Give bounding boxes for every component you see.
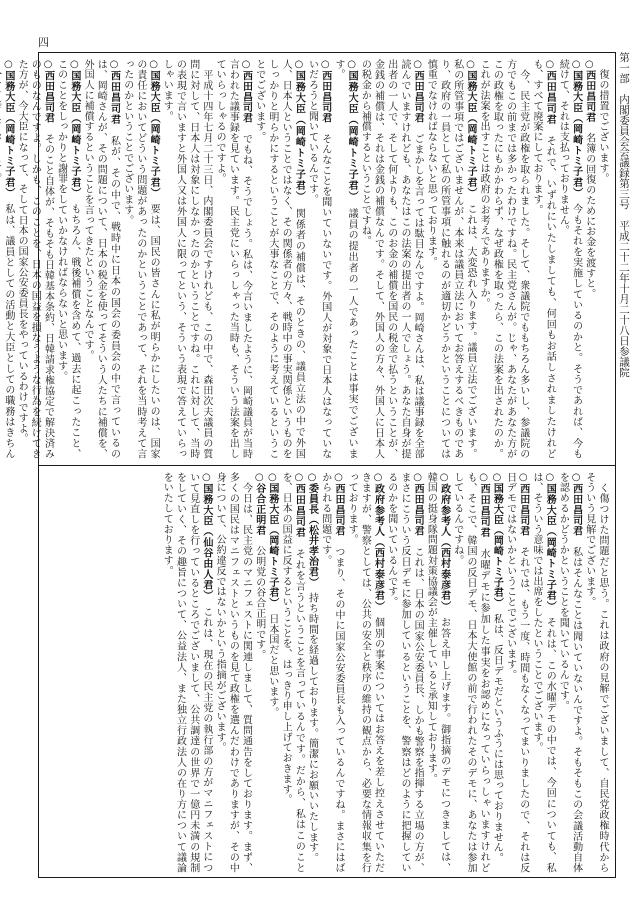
paragraph-text: それを言うということを言っているんです。だから、私はこのことを、日本の国益に反するということを、はっきり申し上げておきます。	[280, 472, 305, 873]
speaker-name: ○西田昌司君	[332, 472, 344, 537]
speaker-name: ○国務大臣（仙谷由人君）	[200, 472, 212, 596]
paragraph	[305, 472, 318, 873]
paragraph-text: もちろん、戦後補償を含めて、過去に起こったこと、このことをしっかりと謝罪をしていかなければならないと思います。	[55, 59, 80, 459]
paragraph	[54, 59, 80, 459]
paragraph	[15, 59, 55, 459]
paragraph-text: これは、日本の国家公安委員長、しかも警察を指揮する立場の方が、まさにこういう反日デモに参加しているということを、警察はどのように把握しているのかを聞いているんです。	[385, 472, 424, 873]
speaker-name: ○西田昌司君	[42, 59, 54, 124]
paragraph-text: 私はそんなことは聞いていないんですよ。そもそもこの会議活動自体を認めるかどうかということを聞いているんです。	[557, 472, 582, 873]
paragraph-text: 日本国だと思います。	[266, 613, 278, 718]
speaker-name: ○西田昌司君	[517, 472, 529, 537]
paragraph	[358, 59, 424, 459]
paragraph-text: 関係者の補償は、そのときの、議員立法の中で外国人、日本人ということではなく、その関係者の方々、戦時中の事実関係というものをしっかりと明らかにするということが大事なことで、そのように考えているということでございます。	[253, 59, 305, 460]
speaker-name: ○西田昌司君	[412, 472, 424, 537]
lower-text-column	[45, 472, 609, 873]
paragraph-text: 私は、反日デモだというふうには思っておりません。	[491, 613, 503, 864]
speaker-name: ○西田昌司君	[240, 59, 252, 124]
speaker-name: ○国務大臣（岡崎トミ子君）	[2, 59, 14, 194]
speaker-name: ○西田昌司君	[478, 472, 490, 538]
paragraph	[319, 472, 345, 873]
speaker-name: ○西田昌司君	[570, 472, 582, 537]
paragraph	[385, 472, 425, 873]
paragraph	[424, 59, 477, 459]
paragraph-text: それは、この水曜デモの中では、今回についても、私は、そういう意味では出席をしたということでございます。	[530, 472, 556, 873]
paragraph	[583, 59, 596, 459]
speaker-name: ○国務大臣（岡崎トミ子君）	[464, 59, 476, 194]
paragraph-text: 持ち時間を経過しております。簡潔にお願いいたします。	[306, 592, 318, 864]
speaker-name: ○国務大臣（岡崎トミ子君）	[544, 472, 556, 607]
paragraph	[253, 472, 266, 873]
paragraph-text: そんなことを聞いていないです。外国人が対象で日本人はなっていないだろうと聞いているんです。	[306, 59, 331, 459]
running-head-title: 第一部 内閣委員会会議録第三号 平成二十二年十月二十八日	[618, 52, 630, 346]
paragraph-text: 今、民主党が政権を取られました。そして、衆議院でももちろん多いし、参議院の方でもこの前までは多かったわけですね。民主党さんが。じゃ、あなたがあなた方がこの政権を取ったにもかかわらず、なぜ政権を取ったら、この法案を出されたのか。これが法案を出すことは政府のお考えでありますか。	[478, 59, 529, 459]
page-number: 四	[38, 36, 49, 49]
paragraph	[279, 472, 305, 873]
speaker-name: ○西田昌司君	[583, 59, 595, 123]
paragraph	[81, 59, 121, 459]
paragraph-text: 今もそれを実施しているのかと。そうであれば、今も続けて、それは支払っておりません。	[557, 59, 582, 459]
speaker-name: ○政府参考人（西村泰彦君）	[372, 472, 384, 607]
paragraph-text: それでは、もう一度、時間もなくなってまいりましたので、それは反日デモではないかということでございます。	[504, 472, 529, 873]
upper-text-block	[2, 53, 615, 466]
paragraph	[160, 59, 213, 459]
paragraph-text: 個別の事案についてはお答えを差し控えさせていただきますが、警察としては、公共の安全と秩序の維持の観点から、必要な情報収集を行っております。	[346, 472, 384, 873]
paragraph	[345, 472, 385, 873]
paragraph	[253, 59, 306, 459]
upper-text-column	[2, 59, 609, 460]
paragraph-text: ごまかしを言っては駄目なんですよ。岡崎さんは、私は議事録を全部読んでいますけれども、あなたはこの法案の提出者の一人でしょう。あなた自身が提出者の一人で、そして何よりも、このお金の補償を国民の税金で払うということが、金銭の補償は、それは金銭の補償なんです。そして、外国人の方々、外国人に日本人の税金から補償するということですね。	[359, 59, 424, 459]
speaker-name: ○国務大臣（岡崎トミ子君）	[266, 472, 278, 604]
paragraph-text: でもね、そうでしょう。私は、今言いましたように、岡崎議員が当時言われた議事録を見ています。民主党にいらっしゃった当時も、そういう法案を出していらっしゃるのですよ。	[214, 59, 252, 459]
paragraph	[424, 472, 450, 873]
speaker-name: ○国務大臣（岡崎トミ子君）	[148, 59, 160, 194]
paragraph-text: 私が、その中で、戦時中に日本の国会の委員会の中で言っているのは、岡崎さんが、その問題について、日本の税金を使ってそういう人たちに補償を、外国人に補償するということを言ってきたということなんです。	[82, 59, 120, 459]
paragraph	[556, 59, 582, 459]
paragraph	[556, 472, 582, 873]
paragraph-text: 復の措置でございます。	[597, 69, 608, 184]
speaker-name: ○国務大臣（岡崎トミ子君）	[293, 59, 305, 198]
paragraph	[266, 472, 279, 873]
paragraph	[490, 472, 503, 873]
paragraph	[213, 59, 253, 459]
speaker-name: ○政府参考人（西村泰彦君）	[438, 472, 450, 607]
running-head	[616, 52, 632, 378]
paragraph-text: これは、現在の民主党の執行部の方がマニフェストについて見直しを行っているところでございまして、公共調達の世界で一億円未満の規制をしていく、その趣旨について、公益法人、また独立行政法人の在り方について議論をいたしております。	[161, 472, 212, 874]
paragraph-text: 要は、国民の皆さんに私が明らかにしたいのは、国家の責任においてどういう問題があったのかということであって、それを当時考えて言ったのかということでございます。	[121, 59, 160, 459]
paragraph-text: 水曜デモに参加した事実をお認めになっていらっしゃいますけれども、そこで、韓国の反日デモ、日本大使館の前で行われたそのデモに、あなたは参加しているんですね。	[451, 472, 490, 873]
paragraph	[213, 472, 253, 873]
speaker-name: ○西田昌司君	[412, 59, 424, 124]
paragraph	[451, 472, 491, 873]
paragraph	[530, 472, 556, 873]
speaker-name: ○国務大臣（岡崎トミ子君）	[570, 59, 582, 194]
speaker-name: ○国務大臣（岡崎トミ子君）	[491, 472, 503, 604]
paragraph-text: これは、大変恐れ入ります。議員立法でございます。私の所管事項ではございませんが、本来は議員立法においてお答えするべきものであり、政府の一員として私の所管事項に触れるのが適切かどうかということについては慎重でなければならないと思っております。	[425, 59, 476, 459]
lower-text-block	[39, 466, 615, 879]
paragraph	[332, 59, 358, 459]
speaker-name: ○谷合正明君	[253, 472, 265, 536]
paragraph	[477, 59, 530, 459]
speaker-name: ○西田昌司君	[544, 59, 556, 125]
paragraph-text: つまり、その中に国家公安委員長も入っているんですね。まさにはばかられる問題です。	[319, 472, 344, 873]
paragraph	[305, 59, 331, 459]
paragraph	[583, 472, 609, 873]
paragraph	[503, 472, 529, 873]
speaker-name: ○西田昌司君	[108, 59, 120, 125]
speaker-name: ○国務大臣（岡崎トミ子君）	[68, 59, 80, 194]
paragraph-text: 平成十四年七月二十三日、内閣委員会ですけれども、この中で、森田次夫議員の質問に対して、日本人は対象にしなかったのかということですね。これに対して、当時の表現で言いますと外国人又は外国人に限ってという、そういう表現で答えていらっしゃいます。	[161, 59, 212, 459]
paragraph	[530, 59, 556, 459]
paragraph	[596, 59, 609, 459]
text-frame	[2, 52, 616, 878]
paragraph	[160, 472, 213, 873]
speaker-name: ○西田昌司君	[319, 59, 331, 124]
page-header	[38, 34, 610, 52]
paragraph-text: 今日は、民主党のマニフェストに関連しまして、質問通告をしております。まず、多くの国民はマニフェストというものを見て政権を選んだわけでありますが、その中身について、公約違反ではないかという指摘がございます。	[214, 472, 252, 873]
speaker-name: ○委員長（松井孝治君）	[306, 472, 318, 583]
paragraph-text: く傷つけた問題だと思う。これは政府の見解でございまして、自民党政権時代からそういう見解でございます。	[583, 472, 608, 873]
paragraph-text: 名簿の回復のためにお金を渡すと。	[583, 132, 595, 300]
paragraph-text: 私は、議員としての活動と大臣としての職務はきちん	[2, 203, 14, 459]
house-tag: 参議院	[618, 346, 630, 378]
paragraph-text: お答え申し上げます。御指摘のデモにつきましては、韓国の挺身隊問題対策協議会が主催していると承知しております。	[425, 472, 450, 873]
speaker-name: ○西田昌司君	[293, 472, 305, 538]
speaker-name: ○国務大臣（岡崎トミ子君）	[346, 59, 358, 198]
paragraph-text: それで、いずれにいたしましても、何回もお話しされましたけれども、すべて廃案にしております。	[530, 59, 556, 459]
paragraph-text: 議員の提出者の一人であったことは事実でございます。	[332, 59, 358, 460]
paragraph	[120, 59, 160, 459]
paragraph	[0, 59, 15, 459]
paragraph-text: そのこと自体が、そもそも日韓基本条約、日韓請求権協定で解決済みのものなんですよ。しかも、このことを、日本の国益を損なうような行為を続けてきた方が、今大臣になって、そして日本の国家公安委員長をやっているわけですよ。	[16, 59, 54, 459]
paragraph-text: 公明党の谷合正明です。	[253, 545, 265, 661]
